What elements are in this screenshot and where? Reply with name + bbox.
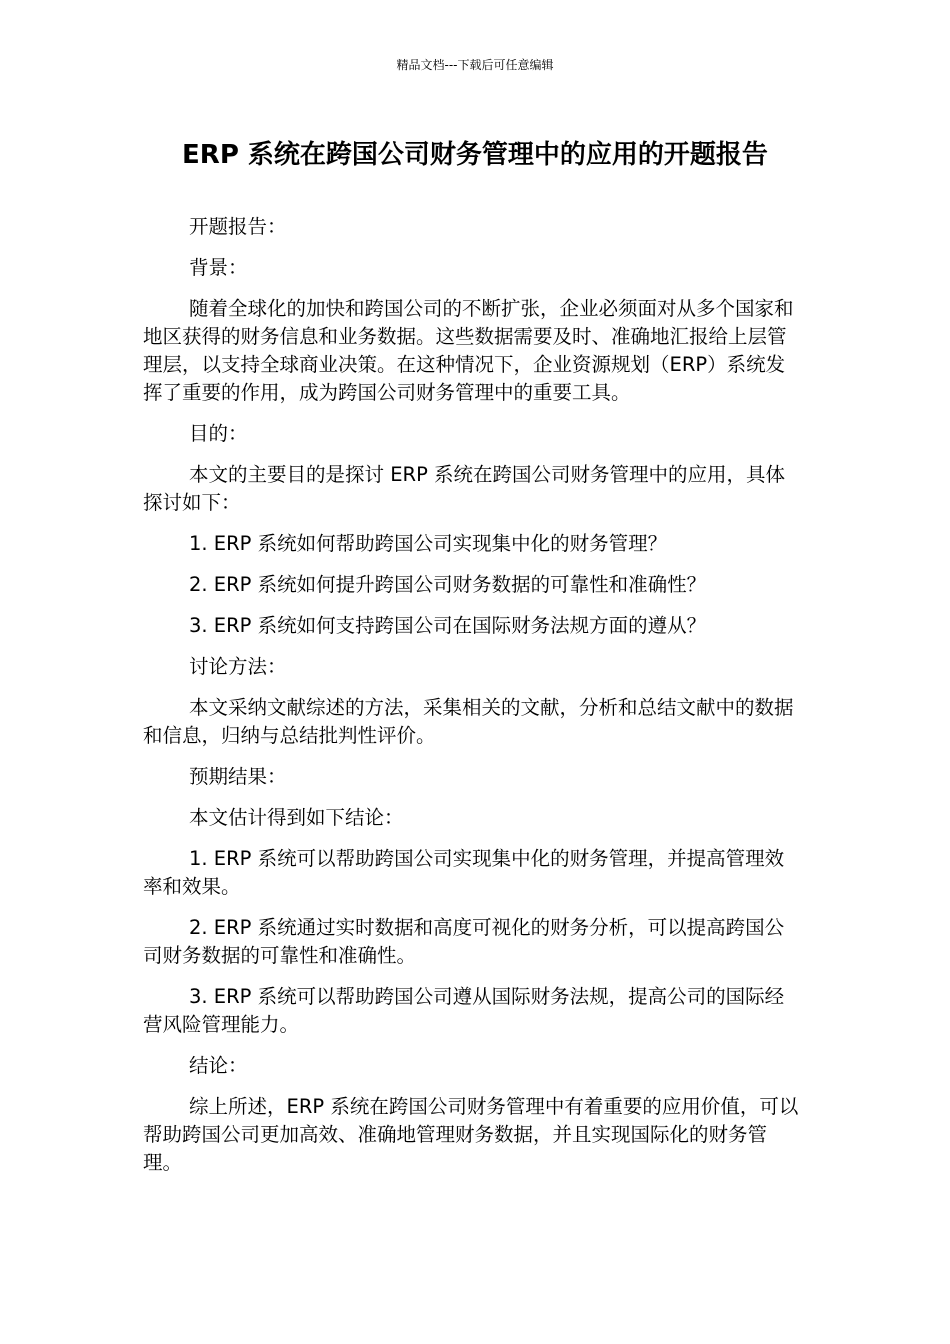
purpose-item-2: 2. ERP 系统如何提升跨国公司财务数据的可靠性和准确性？ [189,573,707,596]
purpose-item-3: 3. ERP 系统如何支持跨国公司在国际财务法规方面的遵从？ [189,614,707,637]
section-heading-conclusion: 结论： [189,1054,248,1077]
section-heading-expected-results: 预期结果： [189,765,287,788]
document-title: ERP 系统在跨国公司财务管理中的应用的开题报告 [182,140,768,170]
header-note: 精品文档---下载后可任意编辑 [396,58,554,72]
section-heading-purpose: 目的： [189,422,248,445]
section-heading-report: 开题报告： [189,215,287,238]
purpose-paragraph: 本文的主要目的是探讨 ERP 系统在跨国公司财务管理中的应用，具体探讨如下： [143,463,786,514]
section-heading-method: 讨论方法： [189,655,287,678]
expected-result-item-1: 1. ERP 系统可以帮助跨国公司实现集中化的财务管理，并提高管理效率和效果。 [143,847,785,898]
method-paragraph: 本文采纳文献综述的方法，采集相关的文献，分析和总结文献中的数据和信息，归纳与总结批判性评价。 [143,696,794,747]
document-body [143,213,803,1190]
expected-result-item-3: 3. ERP 系统可以帮助跨国公司遵从国际财务法规，提高公司的国际经营风险管理能力。 [143,985,785,1036]
purpose-item-1: 1. ERP 系统如何帮助跨国公司实现集中化的财务管理？ [189,532,668,555]
background-paragraph: 随着全球化的加快和跨国公司的不断扩张，企业必须面对从多个国家和地区获得的财务信息和业务数据。这些数据需要及时、准确地汇报给上层管理层，以支持全球商业决策。在这种情况下，企业资源规划（ERP）系统发挥了重要的作用，成为跨国公司财务管理中的重要工具。 [143,297,794,404]
expected-result-item-2: 2. ERP 系统通过实时数据和高度可视化的财务分析，可以提高跨国公司财务数据的可靠性和准确性。 [143,916,785,967]
expected-results-intro: 本文估计得到如下结论： [189,806,404,829]
section-heading-background: 背景： [189,256,248,279]
conclusion-paragraph: 综上所述，ERP 系统在跨国公司财务管理中有着重要的应用价值，可以帮助跨国公司更加高效、准确地管理财务数据，并且实现国际化的财务管理。 [143,1095,799,1174]
